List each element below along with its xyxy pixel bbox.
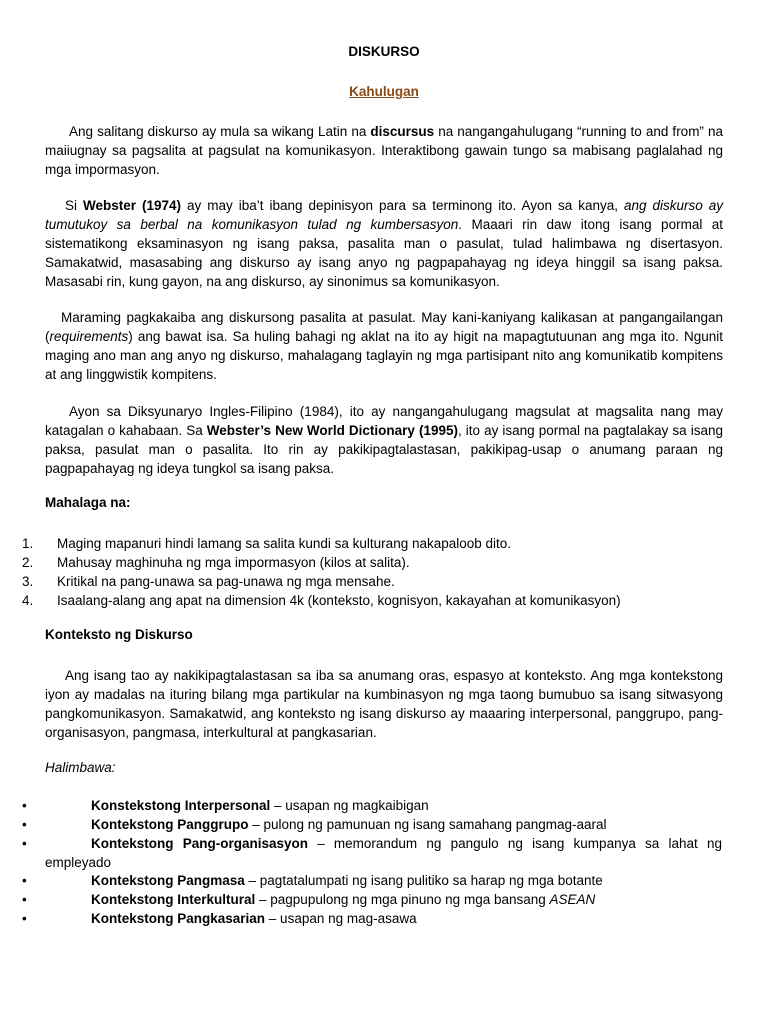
subtitle-text: Kahulugan (349, 84, 419, 99)
paragraph-2: Si Webster (1974) ay may iba’t ibang depinisyon para sa terminong ito. Ayon sa kanya, ang diskurso ay tumutukoy sa berbal na komunikasyon tulad ng kumbersasyon. Maaari rin daw itong isang pormal at sistematikong eksaminasyon ng isang paksa, pasalita man o pasulat, tulad halimbawa ng disertasyon. Samakatwid, masasabing ang diskurso ay isang anyo ng pagpapahayag ng ideya hinggil sa isang paksa. Masasabi rin, kung gayon, na ang diskurso, ay sinonimus sa komunikasyon. (45, 198, 723, 289)
document-title: DISKURSO (348, 44, 420, 59)
list-item (22, 553, 722, 572)
paragraph-5: Ang isang tao ay nakikipagtalastasan sa iba sa anumang oras, espasyo at konteksto. Ang mga kontekstong iyon ay madalas na ituring bilang mga partikular na kumbinasyon ng mga taong bumubuo sa isang sitwasyong pangkomunikasyon. Samakatwid, ang konteksto ng isang diskurso ay maaaring interpersonal, panggrupo, pang-organisasyon, pangmasa, interkultural at pangkasarian. (45, 668, 723, 740)
bullet-item (22, 815, 722, 834)
bullet-text: Kontekstong Panggrupo – pulong ng pamunuan ng isang samahang pangmag-aaral (91, 817, 607, 832)
bullet-item (22, 890, 722, 909)
bullet-icon: • (22, 892, 27, 907)
bullet-item (22, 871, 722, 890)
list-number: 1. (22, 536, 34, 551)
list-item-text: Maging mapanuri hindi lamang sa salita kundi sa kulturang nakapaloob dito. (57, 536, 512, 551)
bullet-item (22, 834, 722, 872)
paragraph-4: Ayon sa Diksyunaryo Ingles-Filipino (1984), ito ay nangangahulugang magsulat at magsalita nang may katagalan o kahabaan. Sa Webster’s New World Dictionary (1995), ito ay isang pormal na pagtalakay sa isang paksa, pasulat man o pasalita. Ito rin ay pakikipagtalastasan, pakikipag-usap o anumang paraan ng pagpapahayag ng ideya tungkol sa isang paksa. (45, 404, 723, 476)
list-number: 4. (22, 593, 34, 608)
bullet-text: Kontekstong Interkultural – pagpupulong ng mga pinuno ng mga bansang ASEAN (91, 892, 596, 907)
bullet-text: Konstekstong Interpersonal – usapan ng magkaibigan (91, 798, 429, 813)
mahalaga-heading: Mahalaga na: (45, 495, 131, 510)
section-subtitle (0, 84, 768, 99)
list-item (22, 591, 722, 610)
list-item-text: Mahusay maghinuha ng mga impormasyon (kilos at salita). (57, 555, 410, 570)
halimbawa-label: Halimbawa: (45, 760, 116, 775)
list-item-text: Kritikal na pang-unawa sa pag-unawa ng mga mensahe. (57, 574, 395, 589)
list-number: 2. (22, 555, 34, 570)
bullet-icon: • (22, 798, 27, 813)
bullet-text: Kontekstong Pang-organisasyon – memorandum ng pangulo ng isang kumpanya sa lahat ng empleyado (45, 836, 722, 870)
list-item-text: Isaalang-alang ang apat na dimension 4k (konteksto, kognisyon, kakayahan at komunikasyon) (57, 593, 621, 608)
konteksto-heading: Konteksto ng Diskurso (45, 627, 193, 642)
bullet-icon: • (22, 836, 27, 851)
list-number: 3. (22, 574, 34, 589)
bullet-item (22, 909, 722, 928)
list-item (22, 572, 722, 591)
bullet-item (22, 796, 722, 815)
bullet-icon: • (22, 911, 27, 926)
bullet-icon: • (22, 817, 27, 832)
bullet-icon: • (22, 873, 27, 888)
list-item (22, 534, 722, 553)
paragraph-3: Maraming pagkakaiba ang diskursong pasalita at pasulat. May kani-kaniyang kalikasan at pangangailangan (requirements) ang bawat isa. Sa huling bahagi ng aklat na ito ay higit na mapagtutuunan ang mga ito. Ngunit maging ano man ang anyo ng diskurso, mahalagang taglayin ng mga partisipant nito ang komunikatib kompitens at ang linggwistik kompitens. (45, 310, 723, 382)
bullet-text: Kontekstong Pangkasarian – usapan ng mag-asawa (91, 911, 417, 926)
bullet-text: Kontekstong Pangmasa – pagtatalumpati ng isang pulitiko sa harap ng mga botante (91, 873, 603, 888)
paragraph-1: Ang salitang diskurso ay mula sa wikang Latin na discursus na nangangahulugang “running to and from” na maiiugnay sa pagsalita at pagsulat na komunikasyon. Interaktibong gawain tungo sa mabisang paglalahad ng mga impormasyon. (45, 124, 724, 177)
